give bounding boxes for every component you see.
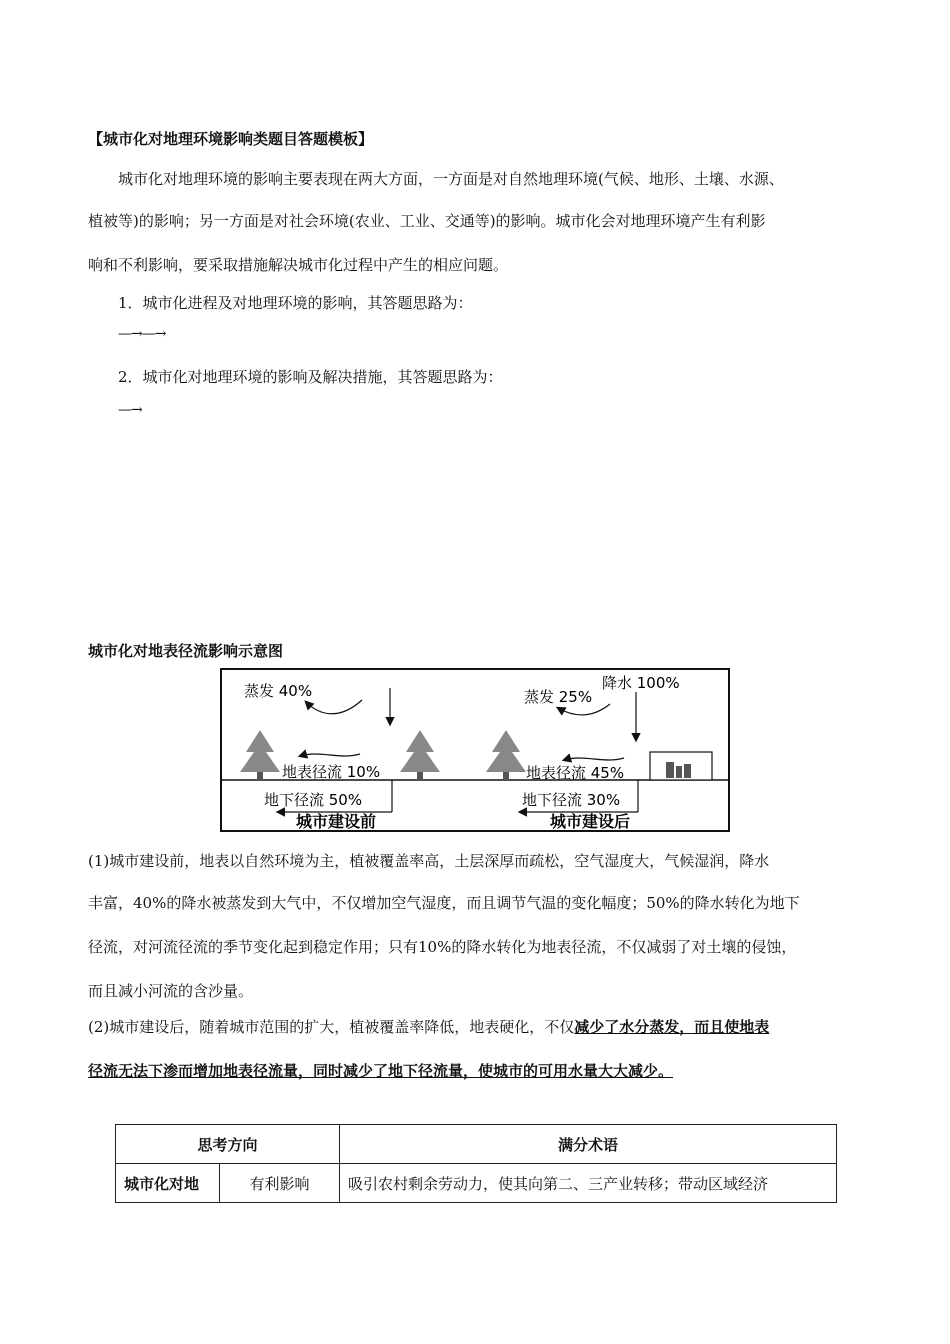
explain2-plain: (2)城市建设后，随着城市范围的扩大，植被覆盖率降低，地表硬化，不仅 [88,1018,575,1036]
explain1-line-4: 而且减小河流的含沙量。 [88,982,254,1000]
diagram-title: 城市化对地表径流影响示意图 [88,642,284,660]
explain1-line-2: 丰富，40%的降水被蒸发到大气中，不仅增加空气湿度，而且调节气温的变化幅度；50%的降水转化为地下 [88,894,800,912]
explain1-line-3: 径流，对河流径流的季节变化起到稳定作用；只有10%的降水转化为地表径流，不仅减弱了对土壤的侵蚀， [88,938,797,956]
header-direction: 思考方向 [116,1125,340,1164]
after-precipitation-label: 降水 100% [602,674,680,692]
intro-line-2: 植被等)的影响；另一方面是对社会环境(农业、工业、交通等)的影响。城市化会对地理环境产生有利影 [88,212,766,230]
row-type: 有利影响 [220,1164,340,1203]
after-label: 城市建设后 [550,812,631,831]
terms-table [115,1124,837,1203]
row-terms: 吸引农村剩余劳动力，使其向第二、三产业转移；带动区域经济 [340,1164,837,1203]
header-terms: 满分术语 [340,1125,837,1164]
before-evaporation-label: 蒸发 40% [244,682,313,700]
explain1-line-1: (1)城市建设前，地表以自然环境为主，植被覆盖率高，土层深厚而疏松，空气湿度大，气候湿润，降水 [88,852,770,870]
intro-line-3: 响和不利影响，要采取措施解决城市化过程中产生的相应问题。 [88,256,509,274]
runoff-diagram [220,668,732,834]
point-1: 1．城市化进程及对地理环境的影响，其答题思路为： [118,294,473,312]
explain2-bold-2: 径流无法下渗而增加地表径流量，同时减少了地下径流量，使城市的可用水量大大减少。 [88,1062,674,1080]
section-heading: 【城市化对地理环境影响类题目答题模板】 [88,130,374,148]
explain2-line-1 [88,1016,769,1037]
before-underground-runoff-label: 地下径流 50% [264,791,363,809]
intro-line-1: 城市化对地理环境的影响主要表现在两大方面，一方面是对自然地理环境(气候、地形、土壤、水源、 [118,170,784,188]
before-label: 城市建设前 [296,812,377,831]
answer-flow-arrow-2: —→ [118,402,142,418]
row-topic: 城市化对地 [116,1164,220,1203]
answer-flow-arrow-1: —→—→ [118,326,166,342]
table-header-row [116,1125,837,1164]
after-evaporation-label: 蒸发 25% [524,688,593,706]
after-surface-runoff-label: 地表径流 45% [526,764,625,782]
after-underground-runoff-label: 地下径流 30% [522,791,621,809]
before-surface-runoff-label: 地表径流 10% [282,763,381,781]
building-icon [650,752,712,780]
table-row [116,1164,837,1203]
point-2: 2．城市化对地理环境的影响及解决措施，其答题思路为： [118,368,503,386]
explain2-bold-1: 减少了水分蒸发，而且使地表 [574,1018,770,1036]
